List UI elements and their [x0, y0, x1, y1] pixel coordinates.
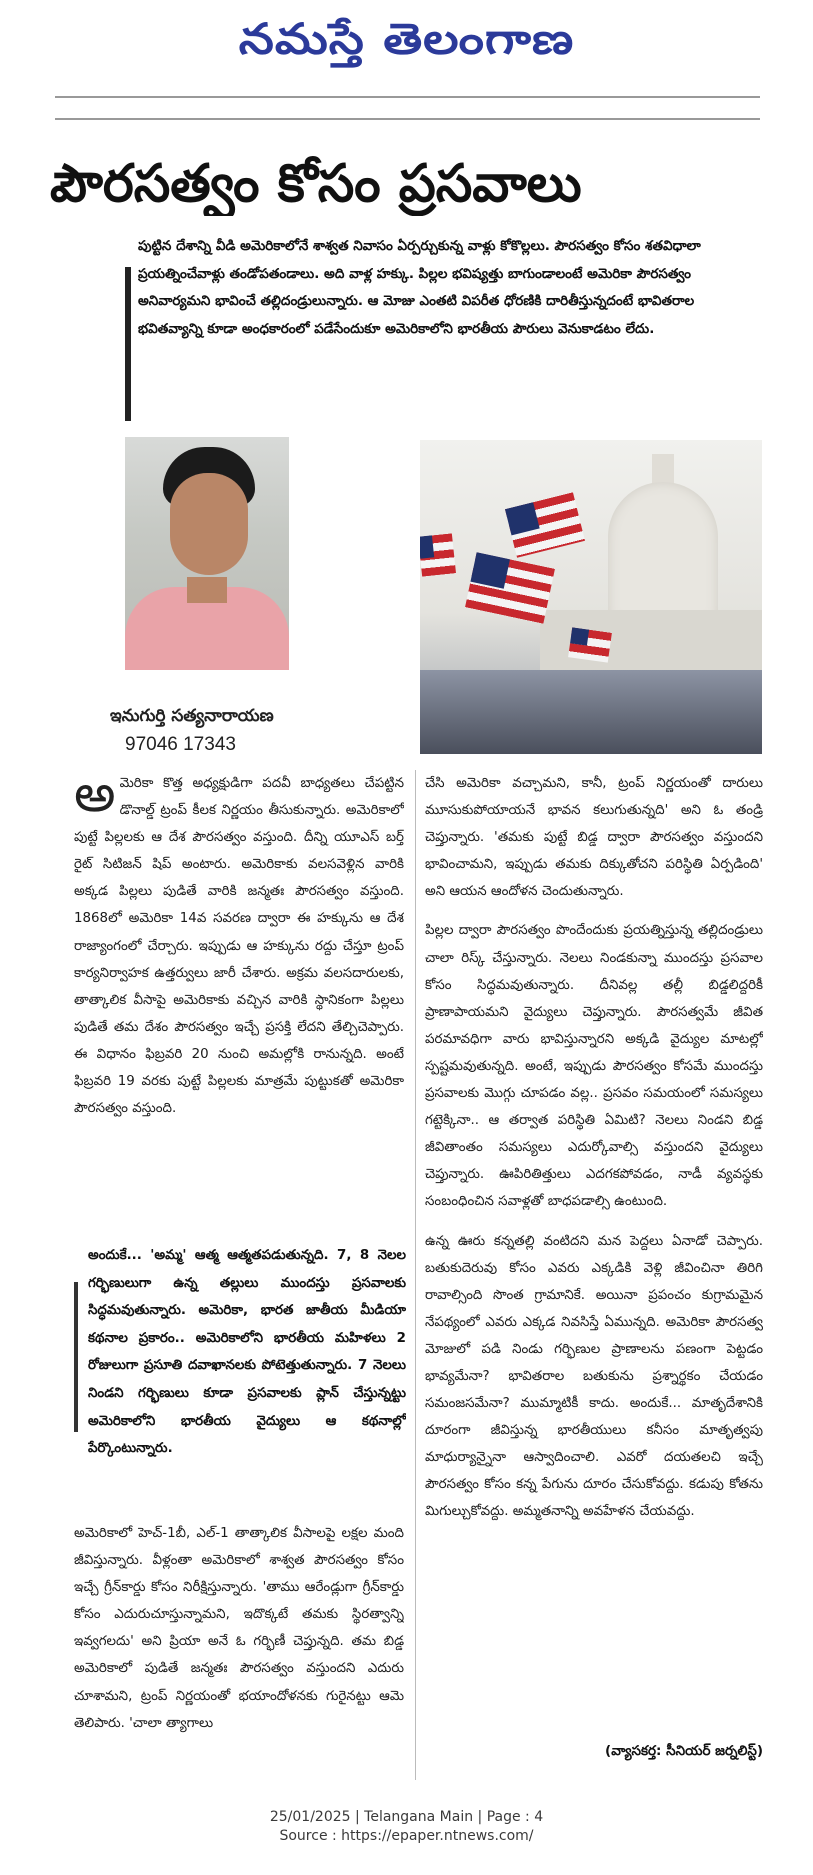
left-column-part1 — [74, 770, 404, 1240]
left-column-part2 — [74, 1520, 404, 1785]
right-paragraph-2: పిల్లల ద్వారా పౌరసత్వం పొందేందుకు ప్రయత్నిస్తున్న తల్లిదండ్రులు చాలా రిస్క్ చేస్తున్నారు. నెలలు నిండకున్నా ముందస్తు ప్రసవాల కోసం సిద్ధమవుతున్నారు. దీనివల్ల తల్లీ బిడ్డలిద్దరికీ ప్రాణాపాయమని వైద్యులు చెప్తున్నారు. పౌరసత్వమే జీవిత పరమావధిగా వారు భావిస్తున్నారని అక్కడి వైద్యుల మాటల్లో స్పష్టమవుతున్నది. అంటే, ఇప్పుడు పౌరసత్వం కోసమే ముందస్తు ప్రసవాలకు మొగ్గు చూపడం వల్ల.. ప్రసవం సమయంలో సమస్యలు గట్టెక్కినా.. ఆ తర్వాత పరిస్థితి ఏమిటి? నెలలు నిండని బిడ్డ జీవితాంతం సమస్యలు ఎదుర్కోవాల్సి వస్తుందని వైద్యులు చెప్తున్నారు. ఊపిరితిత్తులు ఎదగకపోవడం, నాడీ వ్యవస్థకు సంబంధించిన సవాళ్లతో బాధపడాల్సి ఉంటుంది. — [425, 923, 763, 1210]
capitol-flags-photo — [420, 440, 762, 754]
pullquote: అందుకే... 'అమ్మ' ఆత్మ ఆత్మతపడుతున్నది. 7, 8 నెలల గర్భిణులుగా ఉన్న తల్లులు ముందస్తు ప్రసవాలకు సిద్ధమవుతున్నారు. అమెరికా, భారత జాతీయ మీడియా కథనాల ప్రకారం.. అమెరికాలోని భారతీయ మహిళలు 2 రోజులుగా ప్రసూతి దవాఖానలకు పోటెత్తుతున్నారు. 7 నెలలు నిండని గర్భిణులు కూడా ప్రసవాలకు ప్లాన్ చేస్తున్నట్టు అమెరికాలోని భారతీయ వైద్యులు ఆ కథనాల్లో పేర్కొంటున్నారు. — [88, 1248, 406, 1457]
author-name: ఇనుగుర్తి సత్యనారాయణ — [110, 706, 274, 726]
author-credit-note: (వ్యాసకర్త: సీనియర్ జర్నలిస్ట్) — [605, 1743, 763, 1759]
article-intro: పుట్టిన దేశాన్ని వీడి అమెరికాలోనే శాశ్వత నివాసం ఏర్పర్చుకున్న వాళ్లు కోకొల్లలు. పౌరసత్వం కోసం శతవిధాలా ప్రయత్నించేవాళ్లు తండోపతండాలు. అది వాళ్ల హక్కు. పిల్లల భవిష్యత్తు బాగుండాలంటే అమెరికా పౌరసత్వం అనివార్యమని భావించే తల్లిదండ్రులున్నారు. ఆ మోజు ఎంతటి విపరీత ధోరణికి దారితీస్తున్నదంటే భావితరాల భవితవ్యాన్ని కూడా అంధకారంలో పడేసేందుకూ అమెరికాలోని భారతీయ పౌరులు వెనుకాడటం లేదు. — [138, 238, 701, 337]
footer-edition-line: 25/01/2025 | Telangana Main | Page : 4 — [269, 1809, 544, 1825]
newspaper-masthead: నమస్తే తెలంగాణ — [238, 13, 575, 64]
right-paragraph-3: ఉన్న ఊరు కన్నతల్లి వంటిదని మన పెద్దలు ఏనాడో చెప్పారు. బతుకుదెరువు కోసం ఎవరు ఎక్కడికి వెళ్లి జీవించినా తిరిగి రావాల్సింది సొంత గ్రామానికే. అయినా ప్రపంచం కుగ్రామమైన నేపథ్యంలో ఎవరు ఎక్కడ నివసిస్తే ఏమున్నది. అమెరికా పౌరసత్వ మోజులో పడి నిండు గర్భిణుల ప్రాణాలను పణంగా పెట్టడం భావ్యమేనా? భావితరాల బతుకును ప్రశ్నార్థకం చేయడం సమంజసమేనా? ముమ్మాటికీ కాదు. అందుకే... మాతృదేశానికి దూరంగా జీవిస్తున్న భారతీయులు కనీసం మాతృత్వపు మాధుర్యాన్నైనా ఆస్వాదించాలి. ఎవరో దయతలచి ఇచ్చే పౌరసత్వం కోసం కన్న పేగును దూరం చేసుకోవద్దు. కడుపు కోతను మిగుల్చుకోవద్దు. అమ్మతనాన్ని అవహేళన చేయవద్దు. — [425, 1233, 763, 1520]
footer-source-link[interactable]: Source : https://epaper.ntnews.com/ — [279, 1828, 534, 1844]
left-paragraph-1: మెరికా కొత్త అధ్యక్షుడిగా పదవీ బాధ్యతలు చేపట్టిన డొనాల్డ్ ట్రంప్ కీలక నిర్ణయం తీసుకున్నారు. అమెరికాలో పుట్టే పిల్లలకు ఆ దేశ పౌరసత్వం వస్తుంది. దీన్ని యూఎస్ బర్త్ రైట్ సిటిజన్ షిప్ అంటారు. అమెరికాకు వలసవెళ్లిన వారికి అక్కడ పిల్లలు పుడితే వారికి జన్మతః పౌరసత్వం వస్తుంది. 1868లో అమెరికా 14వ సవరణ ద్వారా ఈ హక్కును ఆ దేశ రాజ్యాంగంలో చేర్చారు. ఇప్పుడు ఆ హక్కును రద్దు చేస్తూ ట్రంప్ కార్యనిర్వాహక ఉత్తర్వులు జారీ చేశారు. అక్రమ వలసదారులకు, తాత్కాలిక వీసాపై అమెరికాకు వచ్చిన వారికి స్థానికంగా పిల్లలు పుడితే తమ దేశం పౌరసత్వం ఇచ్చే ప్రసక్తి లేదని తేల్చిచెప్పారు. ఈ విధానం ఫిబ్రవరి 20 నుంచి అమల్లోకి రానున్నది. అంటే ఫిబ్రవరి 19 వరకు పుట్టే పిల్లలకు మాత్రమే పుట్టుకతో అమెరికా పౌరసత్వం వస్తుంది. — [74, 776, 404, 1117]
column-divider — [415, 770, 416, 1780]
top-rule — [55, 96, 760, 98]
pullquote-bar — [74, 1282, 78, 1432]
article-headline: పౌరసత్వం కోసం ప్రసవాలు — [50, 154, 582, 214]
right-column — [425, 770, 763, 1740]
author-photo — [125, 437, 289, 670]
drop-cap: అ — [74, 770, 116, 824]
header-rule — [55, 118, 760, 120]
author-phone: 97046 17343 — [125, 734, 236, 755]
right-paragraph-1: చేసి అమెరికా వచ్చామని, కానీ, ట్రంప్ నిర్ణయంతో దారులు మూసుకుపోయాయనే భావన కలుగుతున్నది' అని ఓ తండ్రి చెప్తున్నారు. 'తమకు పుట్టే బిడ్డ ద్వారా పౌరసత్వం వస్తుందని భావించామని, ఇప్పుడు తమకు దిక్కుతోచని పరిస్థితి ఏర్పడింది' అని ఆయన ఆందోళన చెందుతున్నారు. — [425, 776, 763, 900]
left-paragraph-2: అమెరికాలో హెచ్-1బీ, ఎల్-1 తాత్కాలిక వీసాలపై లక్షల మంది జీవిస్తున్నారు. వీళ్లంతా అమెరికాలో శాశ్వత పౌరసత్వం కోసం ఇచ్చే గ్రీన్‌కార్డు కోసం నిరీక్షిస్తున్నారు. 'తాము ఆరేండ్లుగా గ్రీన్‌కార్డు కోసం ఎదురుచూస్తున్నామని, ఇదొక్కటే తమకు స్థిరత్వాన్ని ఇవ్వగలదు' అని ప్రియా అనే ఓ గర్భిణీ చెప్తున్నది. తమ బిడ్డ అమెరికాలో పుడితే జన్మతః పౌరసత్వం వస్తుందని ఎదురు చూశామని, ట్రంప్ నిర్ణయంతో భయాందోళనకు గురైనట్టు ఆమె తెలిపారు. 'చాలా త్యాగాలు — [74, 1526, 404, 1731]
intro-accent-bar — [125, 267, 131, 421]
page-footer — [0, 1808, 813, 1846]
